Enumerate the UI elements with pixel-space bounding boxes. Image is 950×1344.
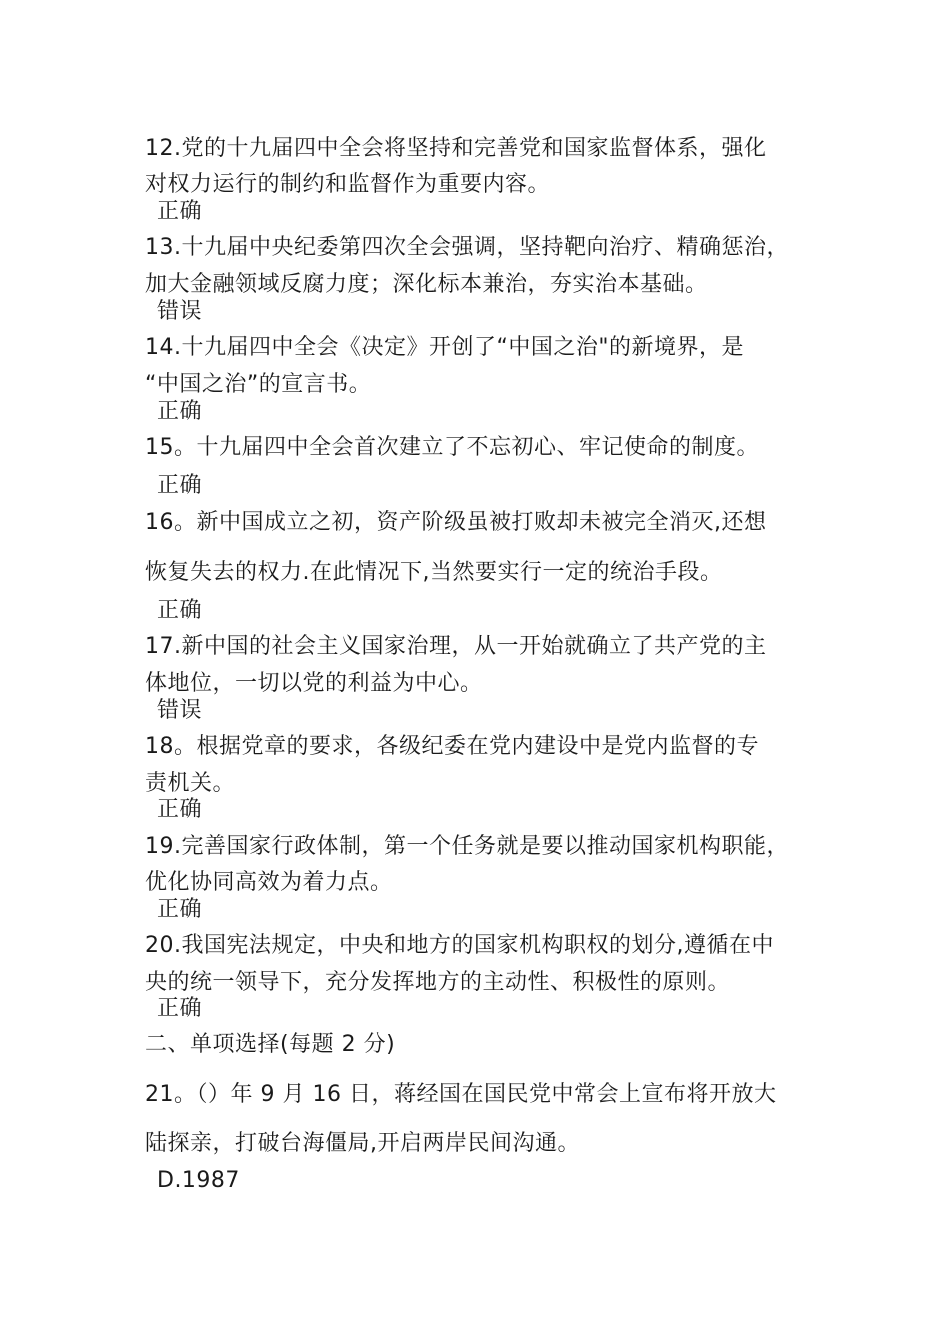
q19-text-line-1: 19.完善国家行政体制，第一个任务就是要以推动国家机构职能， (145, 834, 789, 859)
q13-text-line-1: 13.十九届中央纪委第四次全会强调，坚持靶向治疗、精确惩治， (145, 235, 789, 260)
q21-text-line-2: 陆探亲，打破台海僵局,开启两岸民间沟通。 (145, 1131, 580, 1156)
q16-answer: 正确 (157, 598, 203, 623)
q17-answer: 错误 (157, 698, 203, 723)
q15-answer: 正确 (157, 473, 203, 498)
q12-text-line-1: 12.党的十九届四中全会将坚持和完善党和国家监督体系，强化 (145, 136, 767, 161)
q21-text-line-1: 21。（）年 9 月 16 日，蒋经国在国民党中常会上宣布将开放大 (145, 1082, 777, 1107)
q16-text-line-2: 恢复失去的权力.在此情况下,当然要实行一定的统治手段。 (145, 560, 723, 585)
q18-text-line-2: 责机关。 (145, 771, 236, 796)
q14-text-line-2: “中国之治”的宣言书。 (145, 372, 372, 397)
q13-answer: 错误 (157, 299, 203, 324)
q19-text-line-2: 优化协同高效为着力点。 (145, 870, 393, 895)
q16-text-line-1: 16。新中国成立之初，资产阶级虽被打败却未被完全消灭,还想 (145, 510, 767, 535)
q20-text-line-2: 央的统一领导下，充分发挥地方的主动性、积极性的原则。 (145, 970, 731, 995)
section-heading: 二、单项选择(每题 2 分) (145, 1032, 396, 1057)
q18-answer: 正确 (157, 797, 203, 822)
q14-text-line-1: 14.十九届四中全会《决定》开创了“中国之治"的新境界，是 (145, 335, 745, 360)
q17-text-line-1: 17.新中国的社会主义国家治理，从一开始就确立了共产党的主 (145, 634, 767, 659)
q20-text-line-1: 20.我国宪法规定，中央和地方的国家机构职权的划分,遵循在中 (145, 933, 774, 958)
q20-answer: 正确 (157, 996, 203, 1021)
q15-text-line-1: 15。十九届四中全会首次建立了不忘初心、牢记使命的制度。 (145, 435, 759, 460)
q12-answer: 正确 (157, 199, 203, 224)
q18-text-line-1: 18。根据党章的要求，各级纪委在党内建设中是党内监督的专 (145, 734, 759, 759)
q17-text-line-2: 体地位，一切以党的利益为中心。 (145, 671, 483, 696)
q21-answer: D.1987 (157, 1168, 240, 1193)
q14-answer: 正确 (157, 399, 203, 424)
q12-text-line-2: 对权力运行的制约和监督作为重要内容。 (145, 172, 551, 197)
q19-answer: 正确 (157, 897, 203, 922)
q13-text-line-2: 加大金融领域反腐力度；深化标本兼治，夯实治本基础。 (145, 272, 708, 297)
